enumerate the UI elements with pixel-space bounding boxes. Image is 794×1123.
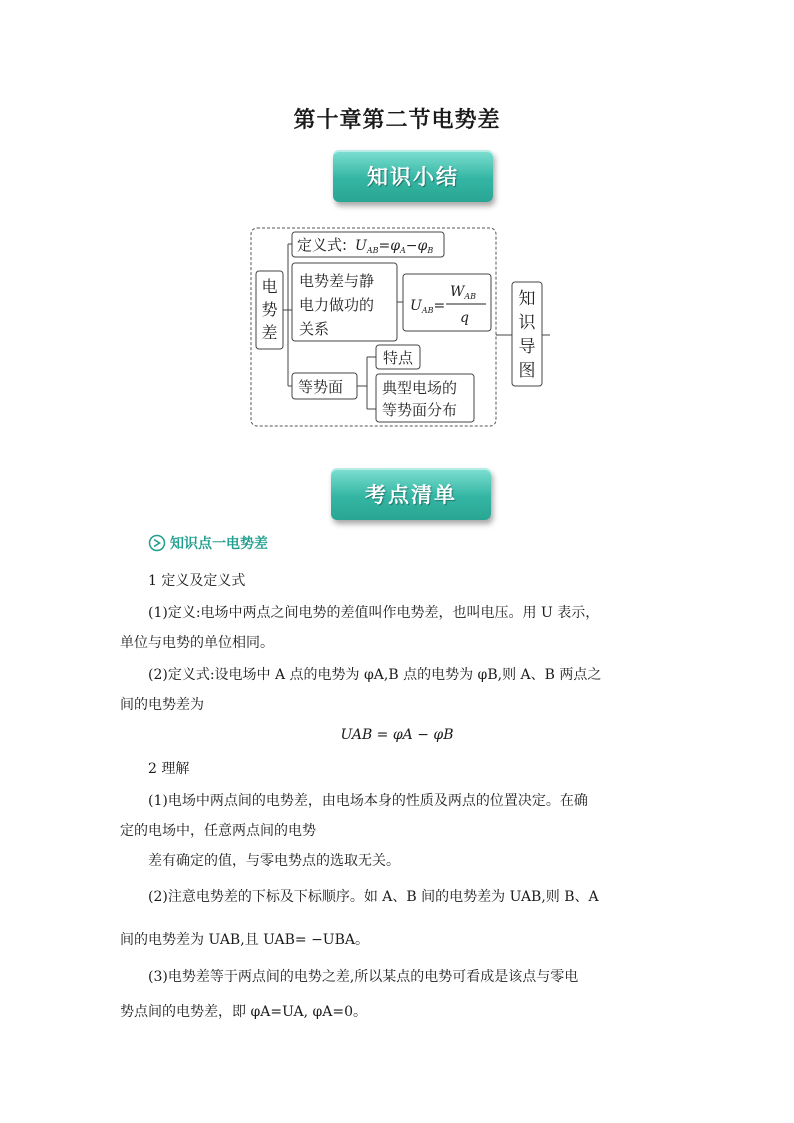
paragraph-2a: (1)定义:电场中两点之间电势的差值叫作电势差，也叫电压。用 U 表示， [148, 605, 600, 621]
chevron-circle-icon [148, 534, 168, 552]
typical-line-1: 典型电场的 [382, 379, 458, 397]
definition-formula: $U_{AB}=\varphi_A-\varphi_B$ [355, 238, 434, 255]
paragraph-6a: (2)注意电势差的下标及下标顺序。如 A、B 间的电势差为 UAB,则 B、A [148, 889, 599, 905]
mind-map [250, 226, 550, 428]
paragraph-4: 2 理解 [148, 761, 190, 777]
paragraph-6b: 间的电势差为 UAB,且 UAB= −UBA。 [120, 932, 369, 948]
mind-map-root-1: 电 [261, 277, 278, 296]
mind-map-root-3: 差 [261, 323, 278, 342]
paragraph-2b: 单位与电势的单位相同。 [120, 635, 274, 651]
paragraph-5b: 定的电场中，任意两点间的电势 [120, 823, 316, 839]
paragraph-5c: 差有确定的值，与零电势点的选取无关。 [148, 853, 400, 869]
relation-line-1: 电势差与静 [299, 272, 375, 290]
paragraph-3b: 间的电势差为 [120, 697, 204, 713]
paragraph-5a: (1)电场中两点间的电势差，由电场本身的性质及两点的位置决定。在确 [148, 793, 588, 809]
relation-line-3: 关系 [299, 320, 330, 338]
paragraph-7a: (3)电势差等于两点间的电势之差,所以某点的电势可看成是该点与零电 [148, 969, 579, 985]
side-label-2: 识 [518, 313, 536, 333]
definition-prefix: 定义式: [297, 236, 348, 254]
section-title: 知识点一电势差 [170, 536, 268, 552]
summary-banner: 知识小结 [333, 150, 493, 202]
page-title: 第十章第二节电势差 [293, 108, 501, 133]
paragraph-7b: 势点间的电势差，即 φA=UA, φA=0。 [120, 1004, 368, 1020]
equipotential-bracket [357, 357, 376, 409]
checklist-banner: 考点清单 [331, 468, 491, 520]
mind-map-bracket [283, 244, 292, 386]
feature-label: 特点 [383, 349, 414, 367]
relation-formula-lhs: $U_{AB}=$ [410, 298, 446, 315]
relation-line-2: 电力做功的 [299, 296, 375, 314]
section-heading [148, 533, 268, 553]
paragraph-1: 1 定义及定义式 [148, 573, 246, 589]
equipotential-label: 等势面 [298, 378, 344, 396]
typical-line-2: 等势面分布 [382, 401, 458, 419]
paragraph-3a: (2)定义式:设电场中 A 点的电势为 φA,B 点的电势为 φB,则 A、B 两点之 [148, 667, 602, 683]
formula-line: UAB = φA − φB [340, 727, 454, 743]
relation-formula-den: q [460, 310, 469, 326]
mind-map-root-2: 势 [261, 300, 278, 319]
side-label-4: 图 [518, 361, 536, 381]
side-label-3: 导 [518, 337, 536, 357]
relation-formula-num: $W_{AB}$ [450, 284, 477, 301]
side-label-1: 知 [518, 289, 536, 309]
